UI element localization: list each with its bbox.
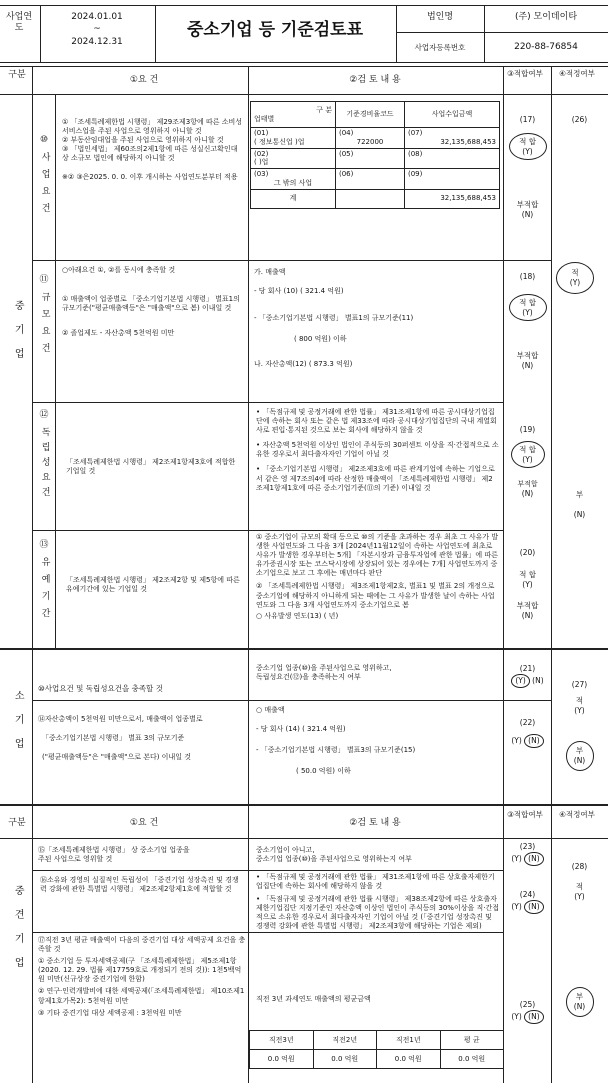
col-fit4: ④적정여부 — [559, 69, 595, 78]
small-rev1: 중소기업 업종(⑩)을 주된사업으로 영위하고, 독립성요건(⑫)을 충족하는지 여부 — [256, 664, 392, 682]
table-row: (03) 그 밖의 사업 (06) (09) — [251, 169, 500, 190]
mid-req2: ⑯소유와 경영의 실질적인 독립성이 「중견기업 성장촉진 및 경쟁력 강화에 관한 특별법 시행령」 제2조제2항제1호에 적합할 것 — [40, 876, 239, 894]
sme-label: 중기업 — [12, 300, 24, 372]
mid-section-label — [4, 885, 30, 986]
small-req2: ⑭자산총액이 5천억원 미만으로서, 매출액이 업종별로 「중소기업기본법 시행령」 별표 3의 규모기준 ("평균매출액등"은 "매출액"으로 본다) 이내일 것 — [38, 715, 203, 762]
small-section-label — [4, 690, 30, 767]
s1-req-2: ② 부동산임대업을 주된 사업으로 영위하지 아니할 것 — [62, 136, 224, 145]
s1-th-amount: 사업수입금액 — [405, 102, 500, 128]
mid-rev1: 중소기업이 아니고, 중소기업 업종(⑩)을 주된사업으로 영위하는지 여부 — [256, 846, 412, 864]
s4-requirement: 「조세특례제한법 시행령」 제2조제2항 및 제5항에 따른 유예기간에 있는 기업일 것 — [66, 576, 240, 594]
s1-requirements — [62, 118, 242, 183]
mid-rev2: • 「독점규제 및 공정거래에 관한 법률」 제31조제1항에 따른 상호출자제한기업집단에 속하는 회사에 해당하지 않을 것 • 「독점규제 및 공정거래에 관한 법률 시행령」 제38조제2항에 따른 상호출자제한기업집단 지정기준인 자산총액 이상인 법인이 주식등의 30%이상을 직·간접적으로 소유한 경우로서 최다출자자인 기업이 아닐 것 (「중견기업 성장촉진 및 경쟁력 강화에 관한 특별법 시행령」 제2조제3항에 해당하는 기업은 제외) — [256, 873, 499, 931]
s3-requirement: 「조세특례제한법 시행령」 제2조제1항제3호에 적합한 기업일 것 — [66, 458, 236, 476]
s2-col4: 적 (Y) — [556, 262, 594, 294]
small-col4: (27) 적 (Y) 부 (N) — [552, 680, 607, 771]
mid-req3: ⑰직전 3년 평균 매출액이 다음의 중견기업 대상 세액공제 요건을 충족할 것 ① 중소기업 등 투자세액공제(구 「조세특례제한법」 제5조제1항(2020. 12. 29. 법률 제17759호로 개정되기 전의 것)): 1천5백억원 미만(신규상장 중견기업에 한함) ② 연구·인력개발비에 대한 세액공제(「조세특례제한법」 제10조제1항제1호가목2): 5천억원 미만 ③ 기타 중견기업 대상 세액공제 : 3천억원 미만 — [38, 936, 246, 1017]
s4-review: ① 중소기업이 규모의 확대 등으로 ⑩의 기준을 초과하는 경우 최초 그 사유가 발생한 사업연도와 그 다음 3개 [2024년11월12일이 속하는 사업연도에 최초로 사유가 발생한 경우부터는 5개] 「자본시장과 금융투자업에 관한 법률」에 따른 유가증권시장 또는 코스닥시장에 상장되어 있는 경우에는 7개] 사업연도까지 중소기업으로 보고 그 후에는 매년마다 판단 ② 「조세특례제한법 시행령」 제3조제1항제2호, 별표1 및 별표 2의 개정으로 중소기업에 해당하지 아니하게 되는 때에는 그 사유가 발생한 날이 속하는 사업연도와 그 다음 3개 사업연도까지 중소기업으로 봄 ○ 사유발생 연도(13) ( 년) — [256, 533, 499, 620]
period-sep: ~ — [93, 24, 101, 34]
small-label: 소기업 — [12, 690, 24, 762]
s1-fit: (17) 적 합 (Y) 부적합 (N) — [504, 115, 551, 220]
table-row: (02) ( )업 (05) (08) — [251, 148, 500, 169]
s1-th-code: 기준경비율코드 — [336, 102, 405, 128]
col-gubun: 구분 — [8, 70, 26, 80]
s2-review: 가. 매출액 - 당 회사 (10) ( 321.4 억원) - 「중소기업기본법 시행령」 별표1의 규모기준(11) ( 800 억원) 이하 나. 자산총액(12) ( 873.3 억원) — [254, 268, 414, 369]
s3-review: • 「독점규제 및 공정거래에 관한 법률」 제31조제1항에 따른 공시대상기업집단에 속하는 회사 또는 같은 법 제33조에 따라 공시대상기업집단의 국내 계열회사로 편입·통지된 것으로 보는 회사에 해당하지 않을 것 • 자산총액 5천억원 이상인 법인이 주식등의 30퍼센트 이상을 직·간접적으로 소유한 경우로서 최다출자자인 기업이 아닐 것 • 「중소기업기본법 시행령」 제2조제3호에 따른 관계기업에 속하는 기업으로서 같은 영 제7조의4에 따라 산정한 매출액이 「조세특례제한법 시행령」 제2조제1항제1호에 따른 중소기업기준(⑪의 기준) 이내일 것 — [256, 408, 499, 492]
page-title: 중소기업 등 기준검토표 — [186, 20, 364, 40]
mid-col-req: ①요 건 — [129, 818, 159, 828]
s3-fit: (19) 적 합 (Y) 부적합 (N) — [504, 425, 551, 499]
mid-fit2: (24) (Y) (N) — [504, 890, 551, 914]
col-fit3: ③적합여부 — [507, 69, 543, 78]
mid-col-fit3: ③적합여부 — [507, 810, 543, 819]
s1-fit-circle: 적 합 (Y) — [509, 133, 547, 161]
s1-industry-table — [250, 101, 500, 209]
s1-req-1: ① 「조세특례제한법 시행령」 제29조제3항에 따른 소비성 서비스업을 주된 사업으로 영위하지 아니할 것 — [62, 118, 243, 136]
small-fit2: (22) (Y) (N) — [504, 718, 551, 748]
s1-th-gubun: 구 분 업태별 — [251, 102, 336, 128]
table-row: 0.0 억원 0.0 억원 0.0 억원 0.0 억원 — [250, 1050, 504, 1069]
period-end: 2024.12.31 — [71, 37, 123, 47]
s2-num: ⑪ — [39, 275, 49, 285]
s4-fit: (20) 적 합 (Y) 부적합 (N) — [516, 548, 539, 620]
s1-req-3: ③ 「법인세법」 제60조의2제1항에 따른 성실신고확인대상 소규모 법인에 해당하지 아니할 것 — [62, 145, 238, 163]
mid-col-review: ②검 토 내 용 — [349, 818, 401, 828]
biz-no: 220-88-76854 — [514, 42, 578, 52]
col-req: ①요 건 — [129, 75, 159, 85]
mid-rev3: 직전 3년 과세연도 매출액의 평균금액 — [256, 995, 371, 1003]
mid-fit1: (23) (Y) (N) — [504, 842, 551, 866]
small-fit1: (21) (Y) (N) — [504, 664, 551, 688]
corp-name-label: 법인명 — [426, 12, 454, 22]
mid-label: 중견기업 — [12, 885, 24, 981]
s1-num: ⑩ — [39, 135, 49, 145]
s2-fit: (18) 적 합 (Y) 부적합 (N) — [504, 272, 551, 371]
s2-requirements: ○아래요건 ①, ②를 동시에 충족할 것 ① 매출액이 업종별로 「중소기업기본법 시행령」 별표1의 규모기준("평균매출액등"은 "매출액"으로 봄) 이내일 것 ② 졸업제도 - 자산총액 5천억원 미만 — [62, 266, 240, 338]
mid-req1: ⑮「조세특례제한법 시행령」 상 중소기업 업종을 주된 사업으로 영위할 것 — [38, 846, 190, 864]
s1-col4: (26) — [571, 115, 588, 124]
small-req1: ⑩사업요건 및 독립성요건을 충족할 것 — [38, 684, 163, 693]
biz-no-label: 사업자등록번호 — [414, 43, 466, 52]
sme-section-label — [4, 300, 30, 372]
table-row: 계 32,135,688,453 — [251, 189, 500, 208]
s1-label: 사업요건 — [39, 152, 50, 221]
s3-col4: 부 (N) — [573, 490, 586, 519]
s2-label-box — [34, 275, 54, 360]
col-review: ②검 토 내 용 — [349, 75, 401, 85]
period-start: 2024.01.01 — [71, 12, 123, 22]
mid-sales-table: 직전3년 직전2년 직전1년 평 균 0.0 억원 0.0 억원 0.0 억원 0.0 억원 — [249, 1030, 504, 1069]
s3-label-box: ⑫ 독립성요건 — [39, 410, 50, 503]
mid-fit3: (25) (Y) (N) — [504, 1000, 551, 1024]
period-label: 사업연도 — [5, 12, 33, 34]
s2-label: 규모요건 — [39, 292, 50, 361]
mid-col-fit4: ④적정여부 — [559, 810, 595, 819]
mid-col4: (28) 적 (Y) 부 (N) — [552, 862, 607, 1017]
corp-name: (주) 모이데이타 — [514, 12, 578, 22]
table-row: (01) ( 정보통신업 )업 (04) 722000 (07) 32,135,688,453 — [251, 128, 500, 149]
small-rev2: ○ 매출액 - 당 회사 (14) ( 321.4 억원) - 「중소기업기본법 시행령」 별표3의 규모기준(15) ( 50.0 억원) 이하 — [256, 706, 416, 776]
s1-req-note: ※② ③은2025. 0. 0. 이후 개시하는 사업연도분부터 적용 — [62, 173, 238, 182]
s1-label-box — [34, 135, 54, 220]
s4-label-box: ⑬ 유예기간 — [39, 540, 50, 626]
mid-col-gubun: 구분 — [8, 818, 26, 828]
